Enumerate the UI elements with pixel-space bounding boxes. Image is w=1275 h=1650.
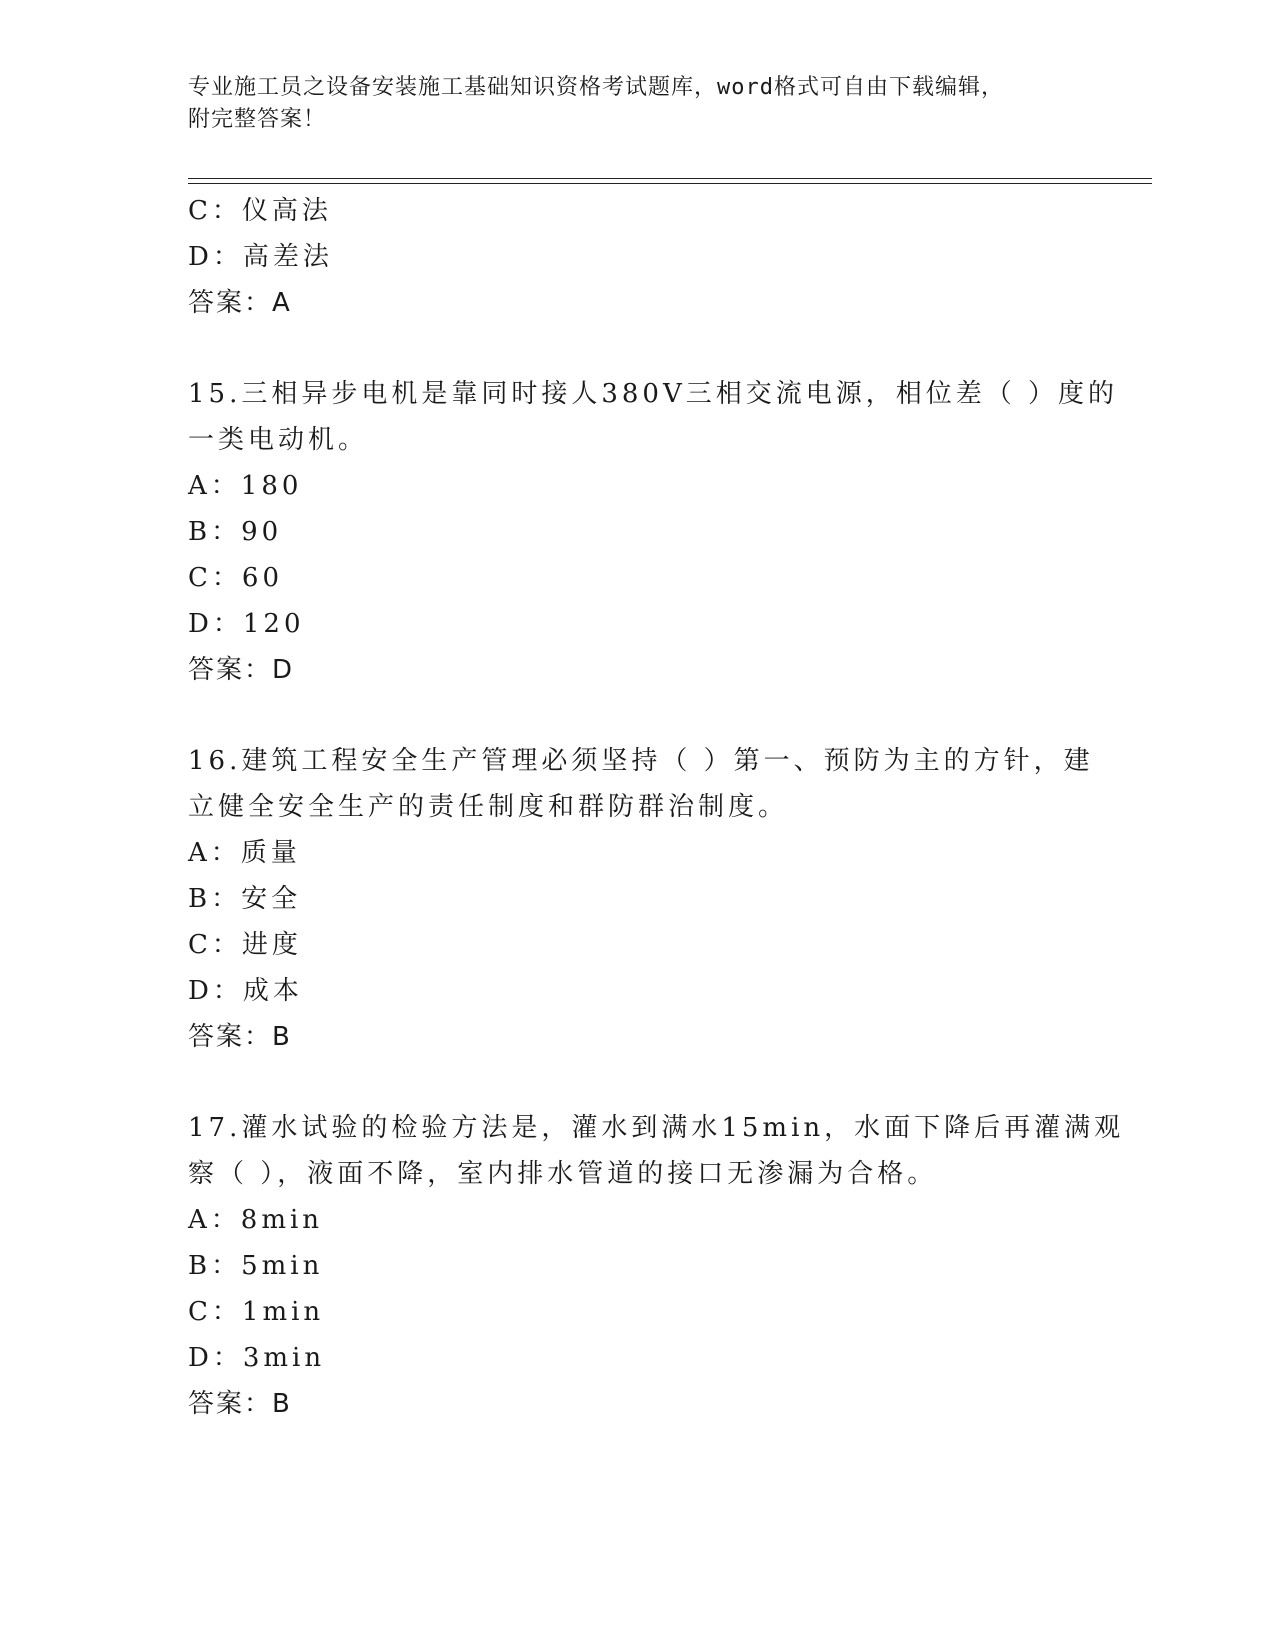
question-list [188,188,1125,1427]
option-c [188,188,1088,234]
option-c [188,1289,1088,1335]
option-letter: A： [188,838,241,868]
question-17 [188,1105,1125,1427]
option-letter: A： [188,1205,241,1235]
question-stem-line-1: 17.灌水试验的检验方法是，灌水到满水15min，水面下降后再灌满观 [188,1113,1125,1143]
option-text: 8min [240,1205,324,1235]
option-text: 质量 [240,838,301,868]
option-text: 成本 [242,976,303,1006]
option-b [188,509,1088,555]
question-stem-line-2: 察（ ），液面不降，室内排水管道的接口无渗漏为合格。 [188,1159,938,1189]
option-letter: A： [188,471,241,501]
option-letter: B： [188,517,242,547]
option-letter: B： [188,1251,242,1281]
option-letter: C： [188,1297,242,1327]
option-d [188,234,1088,280]
document-header [188,72,1088,136]
option-a [188,463,1088,509]
question-15 [188,371,1119,693]
option-letter: B： [188,884,242,914]
header-divider-top [188,178,1152,179]
option-c [188,555,1088,601]
prev-question-tail [188,188,1088,326]
option-a [188,830,1088,876]
option-text: 安全 [241,884,302,914]
option-letter: D： [188,242,243,272]
option-d [188,1335,1088,1381]
question-stem-line-2: 立健全安全生产的责任制度和群防群治制度。 [188,792,789,822]
question-stem-line-1: 15.三相异步电机是靠同时接人380V三相交流电源，相位差（ ）度的 [188,379,1119,409]
option-text: 5min [241,1251,324,1281]
header-divider-bottom [188,183,1152,184]
option-letter: D： [188,1343,243,1373]
option-b [188,876,1088,922]
question-stem-line-1: 16.建筑工程安全生产管理必须坚持（ ）第一、预防为主的方针，建 [188,746,1094,776]
option-text: 60 [241,563,283,593]
option-letter: D： [188,976,243,1006]
answer-line: 答案：A [188,288,292,318]
option-text: 仪高法 [241,196,332,226]
option-text: 3min [242,1343,326,1373]
option-d [188,601,1088,647]
answer-line: 答案：B [188,1389,292,1419]
option-a [188,1197,1088,1243]
option-b [188,1243,1088,1289]
option-text: 90 [241,517,283,547]
option-c [188,922,1088,968]
option-letter: C： [188,563,242,593]
option-text: 180 [240,471,303,501]
option-letter: D： [188,609,243,639]
option-text: 进度 [241,930,302,960]
option-d [188,968,1088,1014]
option-text: 高差法 [242,242,333,272]
option-letter: C： [188,196,242,226]
answer-line: 答案：B [188,1022,292,1052]
answer-line: 答案：D [188,655,295,685]
option-letter: C： [188,930,242,960]
header-line-2: 附完整答案！ [188,107,327,132]
header-line-1: 专业施工员之设备安装施工基础知识资格考试题库，word格式可自由下载编辑， [188,75,1004,100]
option-text: 1min [241,1297,325,1327]
question-16 [188,738,1094,1060]
option-text: 120 [242,609,305,639]
question-stem-line-2: 一类电动机。 [188,425,369,455]
